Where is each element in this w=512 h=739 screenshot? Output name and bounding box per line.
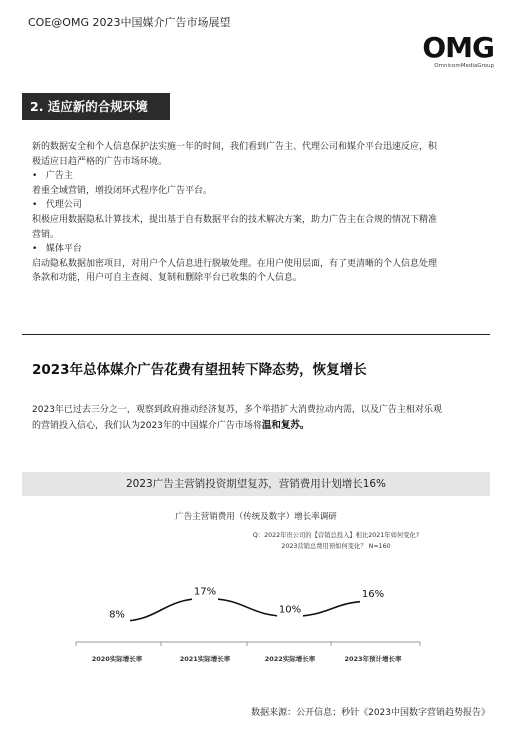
bullet-label: 代理公司 xyxy=(45,200,82,211)
chart-question-line: Q：2022年贵公司的【营销总投入】相比2021年如何变化? xyxy=(252,532,420,539)
omg-logo xyxy=(416,31,494,69)
bullet-mark: • xyxy=(32,200,38,211)
series-line xyxy=(117,598,373,621)
intro-line: 新的数据安全和个人信息保护法实施一年的时间，我们看到广告主、代理公司和媒介平台迅速反应，积 xyxy=(32,142,438,152)
bullet-text: 营销。 xyxy=(32,229,60,240)
data-label: 16% xyxy=(361,589,385,601)
data-label: 8% xyxy=(109,609,125,621)
data-source: 数据来源：公开信息；秒针《2023中国数字营销趋势报告》 xyxy=(251,708,490,718)
category-label: 2023年预计增长率 xyxy=(344,655,402,663)
bullet-text: 条款和功能，用户可自主查阅、复制和删除平台已收集的个人信息。 xyxy=(32,273,303,284)
bullet-item-agency xyxy=(32,198,472,213)
bullet-text: 积极应用数据隐私计算技术，提出基于自有数据平台的技术解决方案，助力广告主在合规的情况下精准 xyxy=(32,214,438,225)
data-label: 10% xyxy=(278,604,302,616)
headline: 2023年总体媒介广告花费有望扭转下降态势，恢复增长 xyxy=(32,362,367,378)
bullet-item-advertiser xyxy=(32,169,472,184)
bullet-mark: • xyxy=(32,171,38,182)
outlook-emphasis: 温和复苏。 xyxy=(261,420,310,431)
bullet-mark: • xyxy=(32,244,38,255)
section-divider xyxy=(22,334,490,335)
bullet-text: 启动隐私数据加密项目，对用户个人信息进行脱敏处理。在用户使用层面，有了更清晰的个人信息处理 xyxy=(32,258,438,269)
chart-question xyxy=(236,531,436,552)
chart-question-line: 2023营销总费用预如何变化？ N=160 xyxy=(281,542,391,550)
chart-title: 广告主营销费用（传统及数字）增长率调研 xyxy=(175,512,337,522)
logo-wordmark: OMG xyxy=(422,31,494,64)
bullet-text: 着重全域营销，增投闭环式程序化广告平台。 xyxy=(32,185,213,196)
growth-line-chart xyxy=(0,570,512,670)
outlook-line: 2023年已过去三分之一，观察到政府推动经济复苏，多个举措扩大消费拉动内需，以及广告主相对乐观 xyxy=(32,405,442,415)
intro-line: 极适应日趋严格的广告市场环境。 xyxy=(32,156,168,167)
section-title-bar: 2. 适应新的合规环境 xyxy=(22,93,170,120)
category-label: 2021实际增长率 xyxy=(179,655,231,663)
outlook-text: 的营销投入信心，我们认为2023年的中国媒介广告市场将 xyxy=(32,421,262,431)
compliance-body xyxy=(32,140,472,286)
bullet-item-media-platform xyxy=(32,242,472,257)
bullet-label: 广告主 xyxy=(45,171,73,182)
document-header-title: COE@OMG 2023中国媒介广告市场展望 xyxy=(28,16,231,29)
chart-banner: 2023广告主营销投资期望复苏，营销费用计划增长16% xyxy=(22,472,490,496)
category-label: 2022实际增长率 xyxy=(264,655,316,663)
category-label: 2020实际增长率 xyxy=(91,655,143,663)
data-label: 17% xyxy=(193,586,217,598)
logo-subtitle: OmnicomMediaGroup xyxy=(434,63,494,69)
bullet-label: 媒体平台 xyxy=(45,244,82,255)
outlook-line xyxy=(32,418,472,434)
outlook-paragraph xyxy=(32,402,472,434)
